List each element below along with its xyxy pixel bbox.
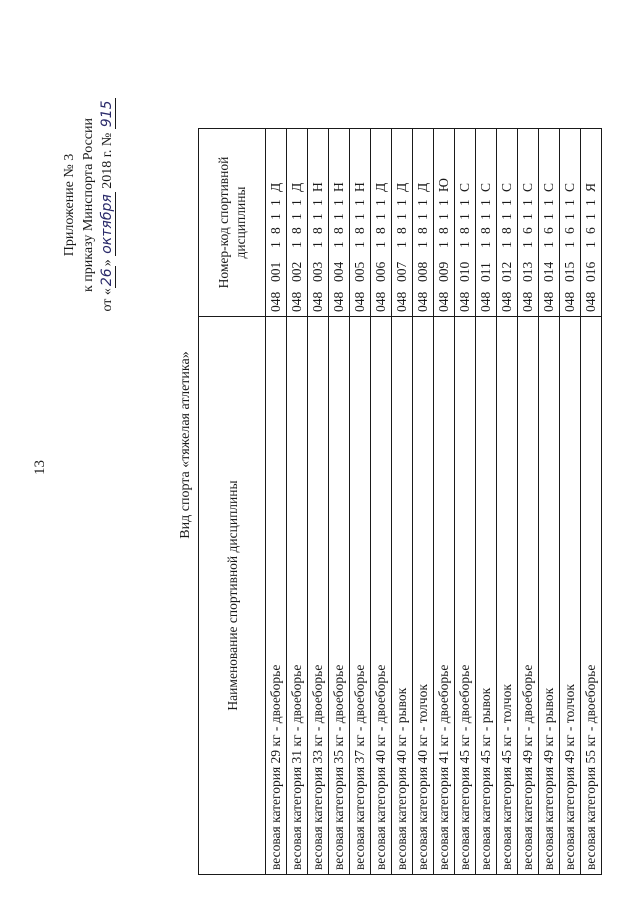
code-part: 1 — [415, 213, 430, 220]
discipline-code — [413, 129, 434, 317]
code-part: 6 — [562, 227, 577, 234]
discipline-name: весовая категория 49 кг - рывок — [539, 317, 560, 875]
page-number: 13 — [32, 460, 48, 475]
code-part: 048 — [394, 291, 409, 312]
table-row — [518, 129, 539, 875]
code-part: 1 — [520, 241, 535, 248]
table-row — [350, 129, 371, 875]
code-part: 048 — [436, 291, 451, 312]
discipline-code — [560, 129, 581, 317]
code-part: 8 — [436, 227, 451, 234]
code-part: 1 — [310, 241, 325, 248]
code-part: Я — [583, 182, 598, 192]
discipline-code — [497, 129, 518, 317]
discipline-name: весовая категория 49 кг - двоеборье — [518, 317, 539, 875]
code-part: 003 — [310, 261, 325, 282]
code-part: 015 — [562, 261, 577, 282]
code-part: С — [478, 182, 493, 192]
code-part: 1 — [478, 199, 493, 206]
code-part: 004 — [331, 261, 346, 282]
code-part: 007 — [394, 261, 409, 282]
code-part: 8 — [373, 227, 388, 234]
date-mid: » — [100, 259, 115, 267]
date-year: 2018 г. № — [100, 132, 115, 189]
table-row — [287, 129, 308, 875]
code-part: 010 — [457, 261, 472, 282]
discipline-name: весовая категория 35 кг - двоеборье — [329, 317, 350, 875]
code-part: 1 — [310, 199, 325, 206]
code-part: 012 — [499, 261, 514, 282]
table-row — [329, 129, 350, 875]
code-part: 8 — [331, 227, 346, 234]
table-header-row — [199, 129, 266, 875]
code-part: 048 — [583, 291, 598, 312]
code-part: 8 — [268, 227, 283, 234]
code-part: 1 — [352, 213, 367, 220]
order-number: 915 — [99, 100, 115, 128]
code-part: 016 — [583, 261, 598, 282]
code-part: 8 — [352, 227, 367, 234]
table-row — [455, 129, 476, 875]
code-part: 1 — [310, 213, 325, 220]
code-part: 1 — [331, 241, 346, 248]
appendix-order-ref: к приказу Минспорта России — [81, 118, 96, 292]
code-part: 1 — [499, 199, 514, 206]
code-part: 1 — [457, 213, 472, 220]
code-part: 1 — [394, 213, 409, 220]
code-part: 1 — [562, 241, 577, 248]
code-part: 1 — [394, 199, 409, 206]
code-part: 048 — [268, 291, 283, 312]
code-part: 011 — [478, 262, 493, 282]
discipline-code — [581, 129, 602, 317]
code-part: С — [499, 182, 514, 192]
discipline-name: весовая категория 33 кг - двоеборье — [308, 317, 329, 875]
code-part: 1 — [289, 241, 304, 248]
discipline-code — [455, 129, 476, 317]
code-part: 1 — [520, 213, 535, 220]
code-part: 048 — [352, 291, 367, 312]
code-part: 1 — [289, 199, 304, 206]
code-part: С — [562, 182, 577, 192]
code-part: С — [541, 182, 556, 192]
discipline-code — [518, 129, 539, 317]
code-part: 1 — [373, 213, 388, 220]
table-row — [308, 129, 329, 875]
discipline-name: весовая категория 45 кг - толчок — [497, 317, 518, 875]
code-part: 1 — [289, 213, 304, 220]
discipline-name: весовая категория 31 кг - двоеборье — [287, 317, 308, 875]
code-part: 1 — [415, 199, 430, 206]
header-code: Номер-код спортивной дисциплины — [199, 129, 266, 317]
code-part: 1 — [478, 213, 493, 220]
appendix-title: Приложение № 3 — [62, 153, 77, 257]
code-part: 048 — [541, 291, 556, 312]
code-part: 048 — [457, 291, 472, 312]
code-part: 001 — [268, 261, 283, 282]
disciplines-table — [198, 128, 602, 875]
code-part: 8 — [310, 227, 325, 234]
code-part: 8 — [394, 227, 409, 234]
discipline-name: весовая категория 40 кг - двоеборье — [371, 317, 392, 875]
code-part: Д — [289, 182, 304, 192]
discipline-name: весовая категория 45 кг - рывок — [476, 317, 497, 875]
code-part: Д — [415, 182, 430, 192]
code-part: 048 — [415, 291, 430, 312]
code-part: 1 — [268, 199, 283, 206]
code-part: 1 — [541, 199, 556, 206]
code-part: 006 — [373, 261, 388, 282]
code-part: 1 — [583, 213, 598, 220]
code-part: 8 — [457, 227, 472, 234]
table-row — [560, 129, 581, 875]
table-row — [581, 129, 602, 875]
code-part: 1 — [520, 199, 535, 206]
discipline-name: весовая категория 37 кг - двоеборье — [350, 317, 371, 875]
header-name: Наименование спортивной дисциплины — [199, 317, 266, 875]
table-row — [497, 129, 518, 875]
date-month: октября — [99, 194, 115, 254]
code-part: 8 — [289, 227, 304, 234]
code-part: 6 — [520, 227, 535, 234]
code-part: 1 — [583, 241, 598, 248]
code-part: 8 — [499, 227, 514, 234]
discipline-code — [371, 129, 392, 317]
code-part: 1 — [478, 241, 493, 248]
code-part: 048 — [310, 291, 325, 312]
code-part: 1 — [541, 213, 556, 220]
code-part: Ю — [436, 178, 451, 192]
discipline-code — [308, 129, 329, 317]
discipline-name: весовая категория 29 кг - двоеборье — [266, 317, 287, 875]
discipline-name: весовая категория 55 кг - двоеборье — [581, 317, 602, 875]
code-part: 1 — [373, 199, 388, 206]
code-part: 1 — [457, 241, 472, 248]
discipline-name: весовая категория 45 кг - двоеборье — [455, 317, 476, 875]
code-part: 009 — [436, 261, 451, 282]
code-part: Н — [352, 182, 367, 192]
date-day: 26 — [99, 268, 115, 287]
code-part: 048 — [520, 291, 535, 312]
table-row — [476, 129, 497, 875]
discipline-code — [392, 129, 413, 317]
discipline-code — [434, 129, 455, 317]
code-part: Д — [268, 182, 283, 192]
table-row — [371, 129, 392, 875]
discipline-name: весовая категория 49 кг - толчок — [560, 317, 581, 875]
code-part: Н — [310, 182, 325, 192]
code-part: 1 — [562, 199, 577, 206]
discipline-name: весовая категория 41 кг - двоеборье — [434, 317, 455, 875]
date-prefix: от « — [100, 288, 115, 312]
discipline-code — [287, 129, 308, 317]
code-part: Н — [331, 182, 346, 192]
discipline-code — [329, 129, 350, 317]
discipline-code — [476, 129, 497, 317]
code-part: 048 — [562, 291, 577, 312]
discipline-name: весовая категория 40 кг - толчок — [413, 317, 434, 875]
code-part: 014 — [541, 261, 556, 282]
code-part: 1 — [436, 199, 451, 206]
discipline-code — [350, 129, 371, 317]
code-part: Д — [373, 182, 388, 192]
code-part: 8 — [478, 227, 493, 234]
table-row — [266, 129, 287, 875]
code-part: 1 — [331, 199, 346, 206]
code-part: 1 — [457, 199, 472, 206]
code-part: С — [520, 182, 535, 192]
table-row — [413, 129, 434, 875]
code-part: 8 — [415, 227, 430, 234]
sport-title: Вид спорта «тяжелая атлетика» — [178, 351, 193, 539]
code-part: 1 — [436, 241, 451, 248]
code-part: 1 — [541, 241, 556, 248]
code-part: 6 — [541, 227, 556, 234]
code-part: 1 — [352, 199, 367, 206]
code-part: 048 — [289, 291, 304, 312]
table-row — [392, 129, 413, 875]
code-part: 005 — [352, 261, 367, 282]
code-part: 048 — [331, 291, 346, 312]
appendix-date-line — [98, 80, 117, 330]
code-part: С — [457, 182, 472, 192]
code-part: 1 — [268, 213, 283, 220]
appendix-header — [60, 80, 117, 330]
code-part: 048 — [499, 291, 514, 312]
code-part: 008 — [415, 261, 430, 282]
code-part: 002 — [289, 261, 304, 282]
discipline-name: весовая категория 40 кг - рывок — [392, 317, 413, 875]
code-part: 1 — [268, 241, 283, 248]
code-part: 1 — [373, 241, 388, 248]
code-part: 1 — [499, 241, 514, 248]
table-row — [434, 129, 455, 875]
discipline-code — [539, 129, 560, 317]
code-part: 1 — [352, 241, 367, 248]
code-part: 6 — [583, 227, 598, 234]
code-part: 013 — [520, 261, 535, 282]
code-part: 1 — [331, 213, 346, 220]
code-part: 048 — [373, 291, 388, 312]
code-part: 1 — [436, 213, 451, 220]
code-part: 1 — [562, 213, 577, 220]
discipline-code — [266, 129, 287, 317]
code-part: 048 — [478, 291, 493, 312]
code-part: 1 — [583, 199, 598, 206]
code-part: 1 — [394, 241, 409, 248]
code-part: 1 — [499, 213, 514, 220]
code-part: 1 — [415, 241, 430, 248]
table-row — [539, 129, 560, 875]
code-part: Д — [394, 182, 409, 192]
